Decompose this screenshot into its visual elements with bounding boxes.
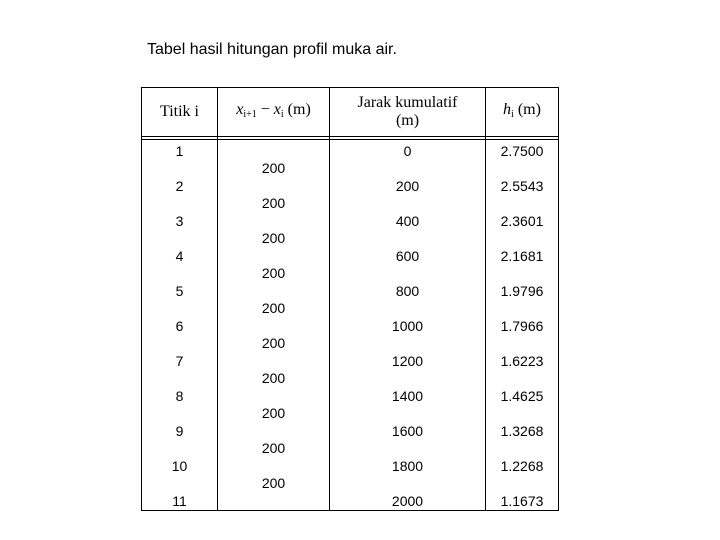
- table-caption: Tabel hasil hitungan profil muka air.: [147, 41, 397, 58]
- point-cell: 5: [175, 283, 184, 299]
- header-water-depth: $h_i$ (m): [503, 100, 541, 120]
- header-cumulative-distance: Jarak kumulatif (m): [357, 94, 458, 129]
- cumulative-distance-cell: 1400: [391, 388, 424, 404]
- cumulative-distance-cell: 1800: [391, 458, 424, 474]
- water-depth-cell: 1.9796: [500, 283, 544, 299]
- interval-cell: 200: [261, 370, 286, 386]
- water-depth-cell: 1.4625: [500, 388, 544, 404]
- water-depth-cell: 2.5543: [500, 178, 544, 194]
- table-border-right: [558, 87, 559, 511]
- header-rule: [141, 139, 559, 140]
- header-interval: $x_{i+1} - x_i$ (m): [236, 100, 311, 120]
- water-depth-cell: 1.6223: [500, 353, 544, 369]
- cumulative-distance-cell: 0: [403, 143, 412, 159]
- interval-cell: 200: [261, 475, 286, 491]
- cumulative-distance-cell: 1200: [391, 353, 424, 369]
- water-depth-cell: 1.3268: [500, 423, 544, 439]
- cumulative-distance-cell: 200: [395, 178, 420, 194]
- water-depth-cell: 2.1681: [500, 248, 544, 264]
- water-depth-cell: 2.3601: [500, 213, 544, 229]
- point-cell: 10: [171, 458, 188, 474]
- water-depth-cell: 1.2268: [500, 458, 544, 474]
- interval-cell: 200: [261, 160, 286, 176]
- interval-cell: 200: [261, 440, 286, 456]
- interval-cell: 200: [261, 300, 286, 316]
- point-cell: 9: [175, 423, 184, 439]
- point-cell: 4: [175, 248, 184, 264]
- cumulative-distance-cell: 400: [395, 213, 420, 229]
- point-cell: 11: [172, 493, 187, 509]
- water-profile-table: [141, 87, 559, 511]
- interval-cell: 200: [261, 405, 286, 421]
- interval-cell: 200: [261, 335, 286, 351]
- cumulative-distance-cell: 2000: [391, 493, 424, 509]
- interval-cell: 200: [261, 265, 286, 281]
- point-cell: 6: [175, 318, 184, 334]
- header-point: Titik i: [160, 103, 199, 120]
- water-depth-cell: 1.7966: [500, 318, 544, 334]
- water-depth-cell: 1.1673: [500, 493, 544, 509]
- point-cell: 2: [175, 178, 184, 194]
- point-cell: 3: [175, 213, 184, 229]
- cumulative-distance-cell: 1000: [391, 318, 424, 334]
- water-depth-cell: 2.7500: [500, 143, 544, 159]
- interval-cell: 200: [261, 230, 286, 246]
- cumulative-distance-cell: 800: [395, 283, 420, 299]
- point-cell: 1: [175, 143, 184, 159]
- cumulative-distance-cell: 600: [395, 248, 420, 264]
- point-cell: 7: [175, 353, 184, 369]
- point-cell: 8: [175, 388, 184, 404]
- cumulative-distance-cell: 1600: [391, 423, 424, 439]
- interval-cell: 200: [261, 195, 286, 211]
